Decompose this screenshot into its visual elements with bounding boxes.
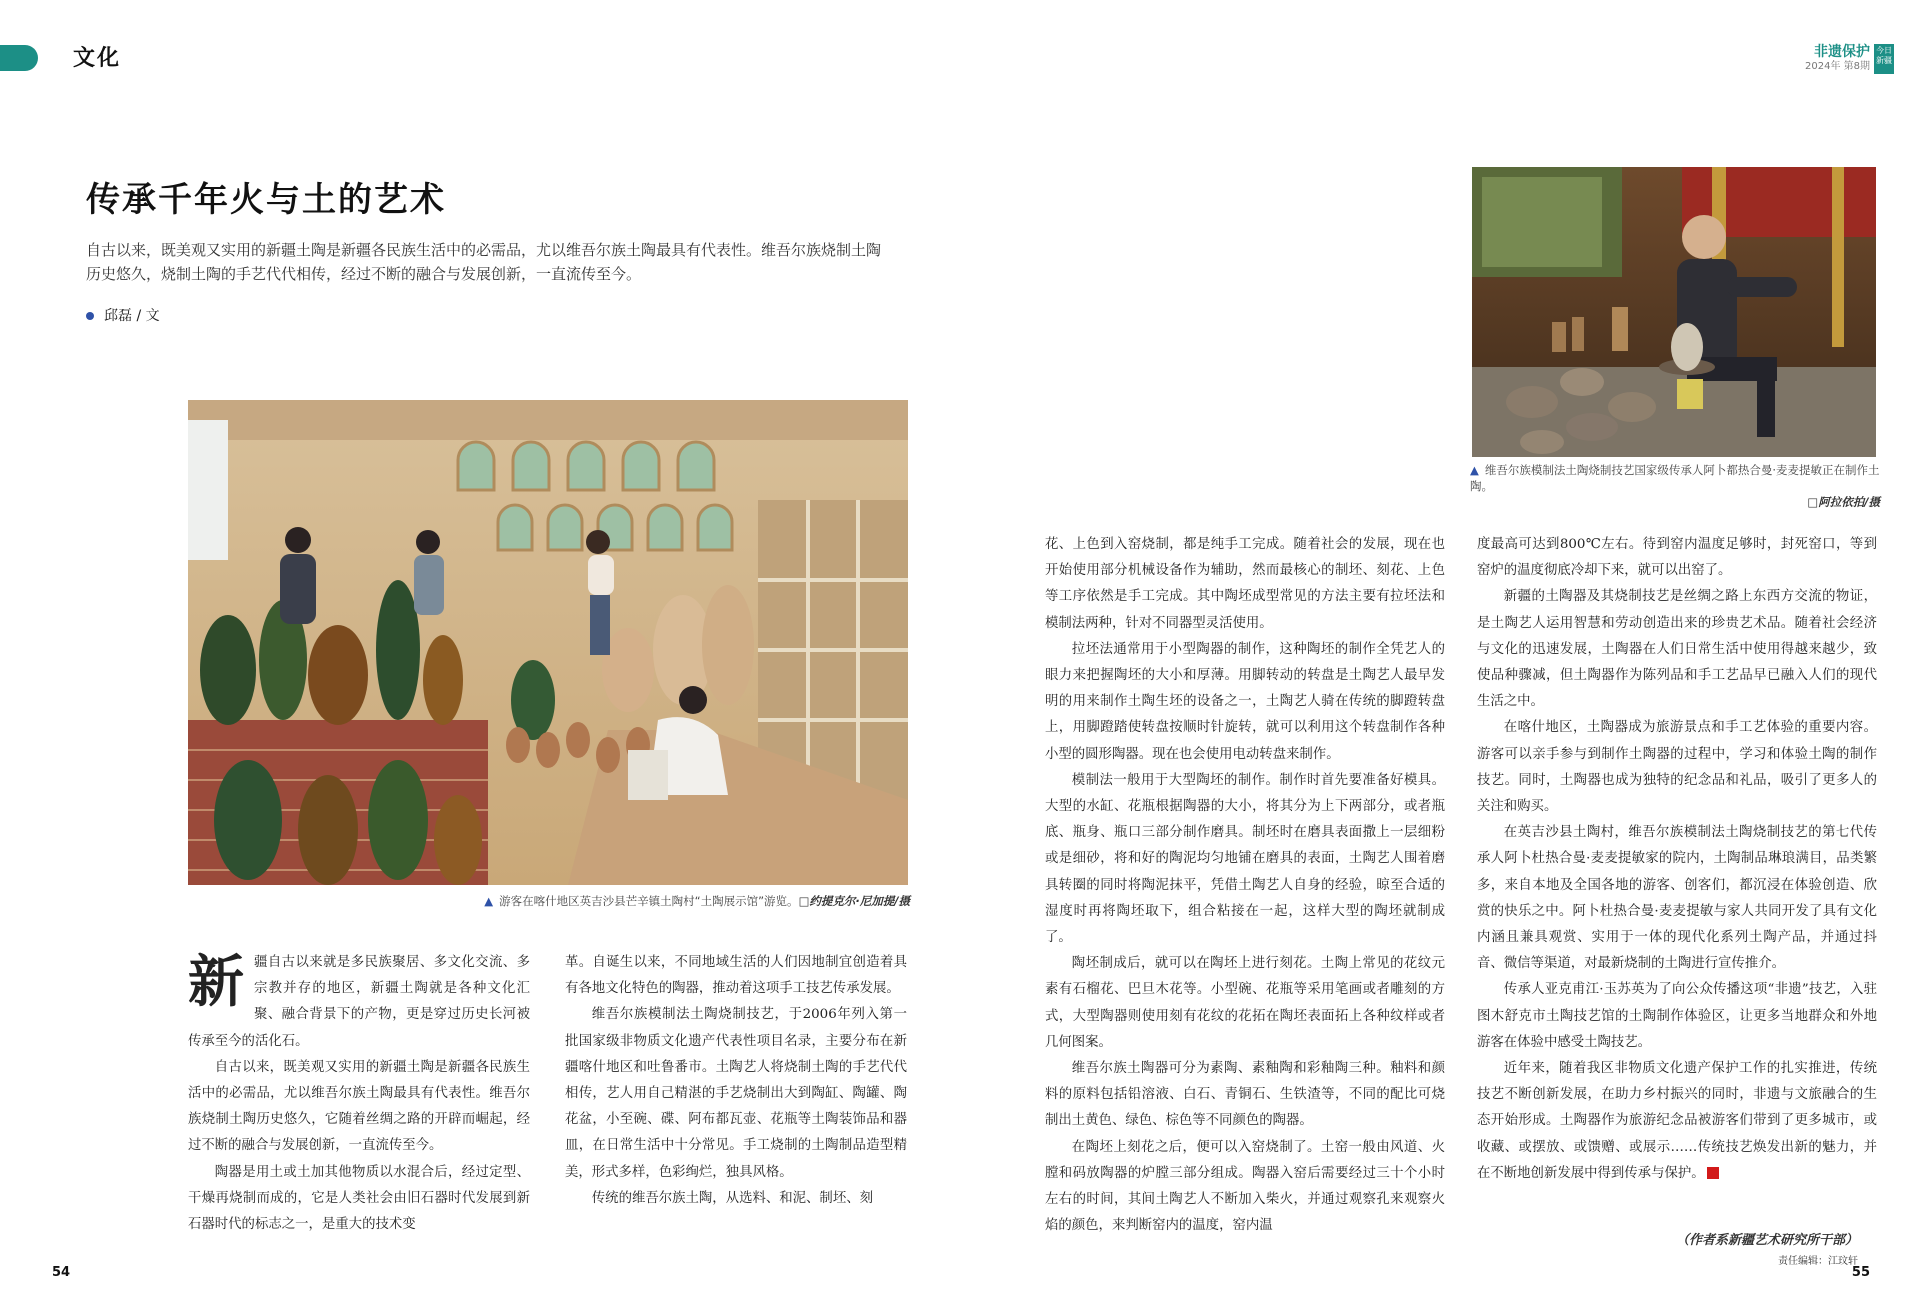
- main-photo: [188, 400, 908, 885]
- byline: [86, 305, 160, 325]
- main-photo-credit: □约提克尔·尼加提/摄: [798, 894, 910, 908]
- caption-triangle-icon: ▲: [484, 894, 494, 908]
- main-photo-caption: [430, 893, 910, 909]
- dropcap: 新: [188, 949, 244, 1015]
- paragraph: 模制法一般用于大型陶坯的制作。制作时首先要准备好模具。大型的水缸、花瓶根据陶器的大小，将其分为上下两部分，或者瓶底、瓶身、瓶口三部分制作磨具。制坯时在磨具表面撒上一层细粉或是细砂，将和好的陶泥均匀地铺在磨具的表面，土陶艺人围着磨具转圈的同时将陶泥抹平，凭借土陶艺人自身的经验，晾至合适的湿度时再将陶坯取下，组合粘接在一起，这样大型的陶坯就制成了。: [1045, 772, 1445, 946]
- page-number-right: 55: [1851, 1265, 1870, 1280]
- paragraph: 度最高可达到800℃左右。待到窑内温度足够时，封死窑口，等到窑炉的温度彻底冷却下来，就可以出窑了。: [1477, 537, 1877, 579]
- paragraph: 花、上色到入窑烧制，都是纯手工完成。随着社会的发展，现在也开始使用部分机械设备作为辅助，然而最核心的制坯、刻花、上色等工序依然是手工完成。其中陶坯成型常见的方法主要有拉坯法和模制法两种，针对不同器型灵活使用。: [1045, 537, 1445, 631]
- magazine-badge: 今日新疆: [1874, 44, 1894, 74]
- side-photo-caption: [1470, 462, 1880, 510]
- side-photo-credit: □阿拉依拍/摄: [1807, 495, 1880, 509]
- paragraph: 传统的维吾尔族土陶，从选料、和泥、制坯、刻: [591, 1190, 873, 1206]
- column-header: [1805, 44, 1892, 74]
- bullet-icon: [86, 312, 94, 320]
- paragraph: 在英吉沙县土陶村，维吾尔族模制法土陶烧制技艺的第七代传承人阿卜杜热合曼·麦麦提敏家的院内，土陶制品琳琅满目，品类繁多，来自本地及全国各地的游客、创客们，都沉浸在体验创造、欣赏的快乐之中。阿卜杜热合曼·麦麦提敏与家人共同开发了具有文化内涵且兼具观赏、实用于一体的现代化系列土陶产品，并通过抖音、微信等渠道，对最新烧制的土陶进行宣传推介。: [1477, 825, 1877, 972]
- pottery-hall-illustration: [188, 400, 908, 885]
- paragraph: 陶坯制成后，就可以在陶坯上进行刻花。土陶上常见的花纹元素有石榴花、巴旦木花等。小型碗、花瓶等采用笔画或者雕刻的方式，大型陶器则使用刻有花纹的花拓在陶坯表面拓上各种纹样或者几何图案。: [1045, 956, 1445, 1050]
- paragraph: 维吾尔族土陶器可分为素陶、素釉陶和彩釉陶三种。釉料和颜料的原料包括铅溶液、白石、青铜石、生铁渣等，不同的配比可烧制出土黄色、绿色、棕色等不同颜色的陶器。: [1045, 1061, 1445, 1129]
- paragraph: 在陶坯上刻花之后，便可以入窑烧制了。土窑一般由风道、火膛和码放陶器的炉膛三部分组成。陶器入窑后需要经过三十个小时左右的时间，其间土陶艺人不断加入柴火，并通过观察孔来观察火焰的颜色，来判断窑内的温度，窑内温: [1045, 1139, 1445, 1234]
- issue-label: 2024年 第8期: [1805, 61, 1870, 72]
- side-caption-text: 维吾尔族模制法土陶烧制技艺国家级传承人阿卜都热合曼·麦麦提敏正在制作土陶。: [1470, 463, 1880, 493]
- body-column-1: [188, 950, 530, 1238]
- page-number-left: 54: [52, 1265, 71, 1280]
- paragraph: 疆自古以来就是多民族聚居、多文化交流、多宗教并存的地区，新疆土陶就是各种文化汇聚、融合背景下的产物，更是穿过历史长河被传承至今的活化石。: [188, 955, 530, 1049]
- editor-credit: 责任编辑：江玟轩: [1778, 1256, 1858, 1267]
- section-label: 文化: [73, 46, 122, 71]
- main-caption-text: 游客在喀什地区英吉沙县芒辛镇土陶村“土陶展示馆”游览。: [499, 894, 799, 908]
- paragraph: 在喀什地区，土陶器成为旅游景点和手工艺体验的重要内容。游客可以亲手参与到制作土陶器的过程中，学习和体验土陶的制作技艺。同时，土陶器也成为独特的纪念品和礼品，吸引了更多人的关注和购买。: [1477, 720, 1877, 815]
- paragraph: 革。自诞生以来，不同地域生活的人们因地制宜创造着具有各地文化特色的陶器，推动着这项手工技艺传承发展。: [565, 955, 907, 997]
- body-column-4: [1477, 532, 1877, 1187]
- potter-illustration: [1472, 167, 1876, 457]
- body-column-3: [1045, 532, 1445, 1239]
- article-deck: 自古以来，既美观又实用的新疆土陶是新疆各民族生活中的必需品，尤以维吾尔族土陶最具有代表性。维吾尔族烧制土陶历史悠久，烧制土陶的手艺代代相传，经过不断的融合与发展创新，一直流传至今。: [86, 241, 882, 283]
- paragraph: 新疆的土陶器及其烧制技艺是丝绸之路上东西方交流的物证，是土陶艺人运用智慧和劳动创造出来的珍贵艺术品。随着社会经济与文化的迅速发展，土陶器在人们日常生活中使用得越来越少，致使品种骤减，但土陶器作为陈列品和手工艺品早已融入人们的现代生活之中。: [1477, 589, 1877, 710]
- paragraph: 陶器是用土或土加其他物质以水混合后，经过定型、干燥再烧制而成的，它是人类社会由旧石器时代发展到新石器时代的标志之一，是重大的技术变: [188, 1164, 530, 1233]
- paragraph-text: 近年来，随着我区非物质文化遗产保护工作的扎实推进，传统技艺不断创新发展，在助力乡村振兴的同时，非遗与文旅融合的生态开始形成。土陶器作为旅游纪念品被游客们带到了更多城市，或收藏、或摆放、或馈赠、或展示……传统技艺焕发出新的魅力，并在不断地创新发展中得到传承与保护。: [1477, 1061, 1877, 1181]
- paragraph: [1477, 1056, 1877, 1187]
- paragraph: 自古以来，既美观又实用的新疆土陶是新疆各民族生活中的必需品，尤以维吾尔族土陶最具有代表性。维吾尔族烧制土陶历史悠久，它随着丝绸之路的开辟而崛起，经过不断的融合与发展创新，一直流传至今。: [188, 1059, 530, 1154]
- end-mark-icon: [1707, 1167, 1719, 1179]
- byline-text: 邱磊 / 文: [104, 308, 160, 324]
- paragraph: 维吾尔族模制法土陶烧制技艺，于2006年列入第一批国家级非物质文化遗产代表性项目名录，主要分布在新疆喀什地区和吐鲁番市。土陶艺人将烧制土陶的手艺代代相传，艺人用自己精湛的手艺烧制出大到陶缸、陶罐、陶花盆，小至碗、碟、阿布都瓦壶、花瓶等土陶装饰品和器皿，在日常生活中十分常见。手工烧制的土陶制品造型精美，形式多样，色彩绚烂，独具风格。: [565, 1007, 907, 1180]
- column-name: 非遗保护: [1814, 44, 1870, 60]
- author-note: （作者系新疆艺术研究所干部）: [1675, 1233, 1858, 1248]
- article-title: 传承千年火与土的艺术: [86, 180, 446, 220]
- caption-triangle-icon: ▲: [1470, 463, 1479, 477]
- paragraph: 传承人亚克甫江·玉苏英为了向公众传播这项“非遗”技艺，入驻图木舒克市土陶技艺馆的土陶制作体验区，让更多当地群众和外地游客在体验中感受土陶技艺。: [1477, 982, 1877, 1050]
- section-tab-marker: [0, 45, 38, 71]
- body-column-2: [565, 950, 907, 1212]
- side-photo: [1472, 167, 1876, 457]
- paragraph: 拉坯法通常用于小型陶器的制作，这种陶坯的制作全凭艺人的眼力来把握陶坯的大小和厚薄。用脚转动的转盘是土陶艺人最早发明的用来制作土陶生坯的设备之一，土陶艺人骑在传统的脚蹬转盘上，用脚蹬踏使转盘按顺时针旋转，就可以利用这个转盘制作各种小型的圆形陶器。现在也会使用电动转盘来制作。: [1045, 641, 1445, 762]
